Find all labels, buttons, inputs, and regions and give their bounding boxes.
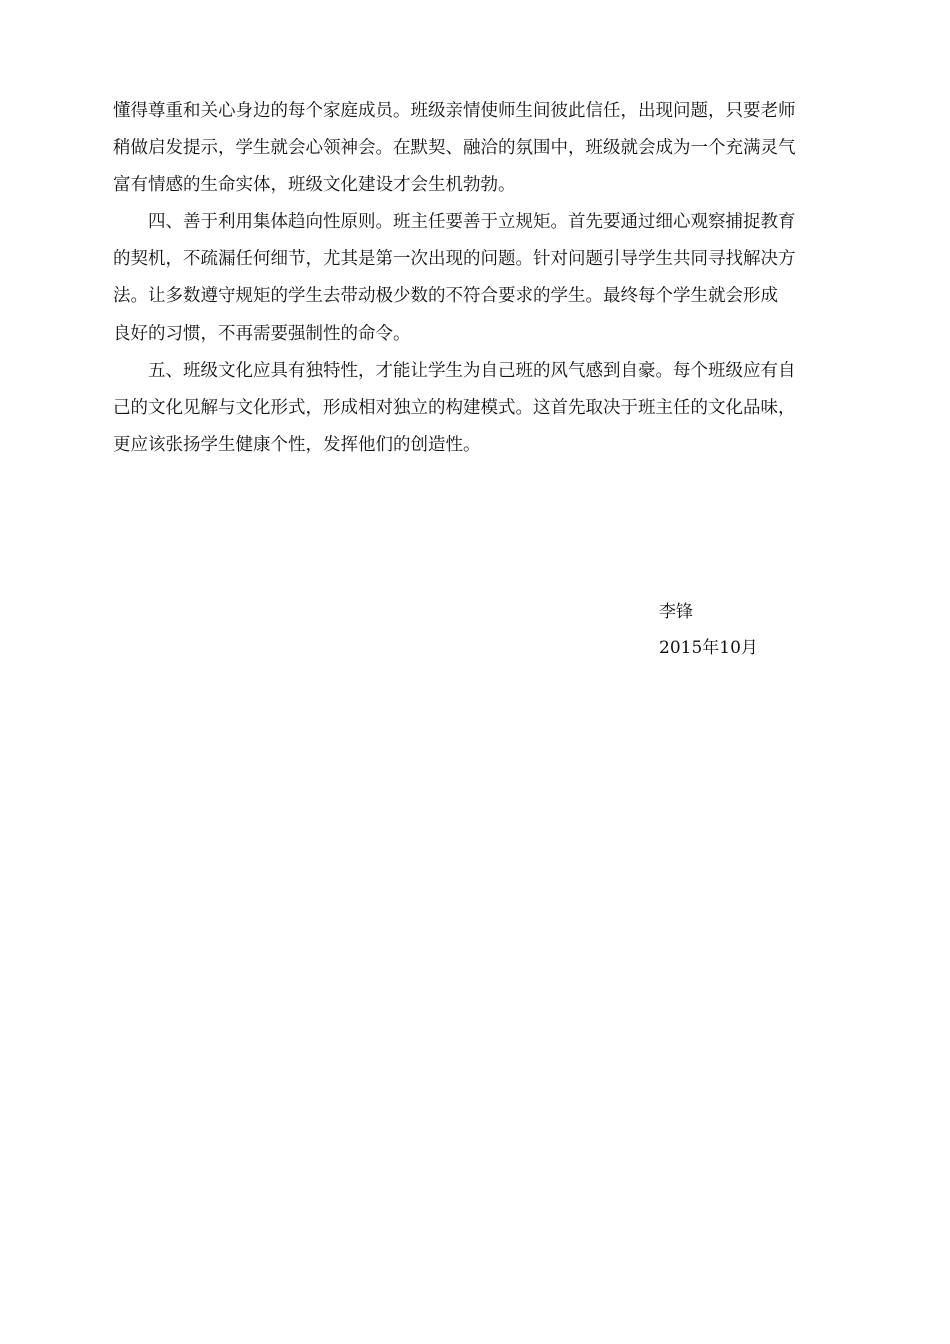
text-line: 己的文化见解与文化形式，形成相对独立的构建模式。这首先取决于班主任的文化品味， — [113, 397, 796, 418]
text-line: 富有情感的生命实体，班级文化建设才会生机勃勃。 — [113, 175, 516, 196]
signature-block — [659, 594, 859, 666]
text-line: 稍做启发提示，学生就会心领神会。在默契、融洽的氛围中，班级就会成为一个充满灵气 — [113, 138, 796, 159]
text-line: 懂得尊重和关心身边的每个家庭成员。班级亲情使师生间彼此信任，出现问题，只要老师 — [113, 101, 796, 121]
signature-date: 2015年10月 — [659, 638, 758, 658]
text-line: 更应该张扬学生健康个性，发挥他们的创造性。 — [113, 434, 481, 455]
text-line: 良好的习惯，不再需要强制性的命令。 — [113, 323, 411, 344]
author-name: 李锋 — [659, 602, 693, 622]
body-text — [113, 93, 837, 464]
text-line: 法。让多数遵守规矩的学生去带动极少数的不符合要求的学生。最终每个学生就会形成 — [113, 286, 778, 307]
text-line: 的契机，不疏漏任何细节，尤其是第一次出现的问题。针对问题引导学生共同寻找解决方 — [113, 249, 796, 270]
text-line: 四、善于利用集体趋向性原则。班主任要善于立规矩。首先要通过细心观察捕捉教育 — [113, 212, 796, 233]
text-line: 五、班级文化应具有独特性，才能让学生为自己班的风气感到自豪。每个班级应有自 — [113, 360, 796, 381]
